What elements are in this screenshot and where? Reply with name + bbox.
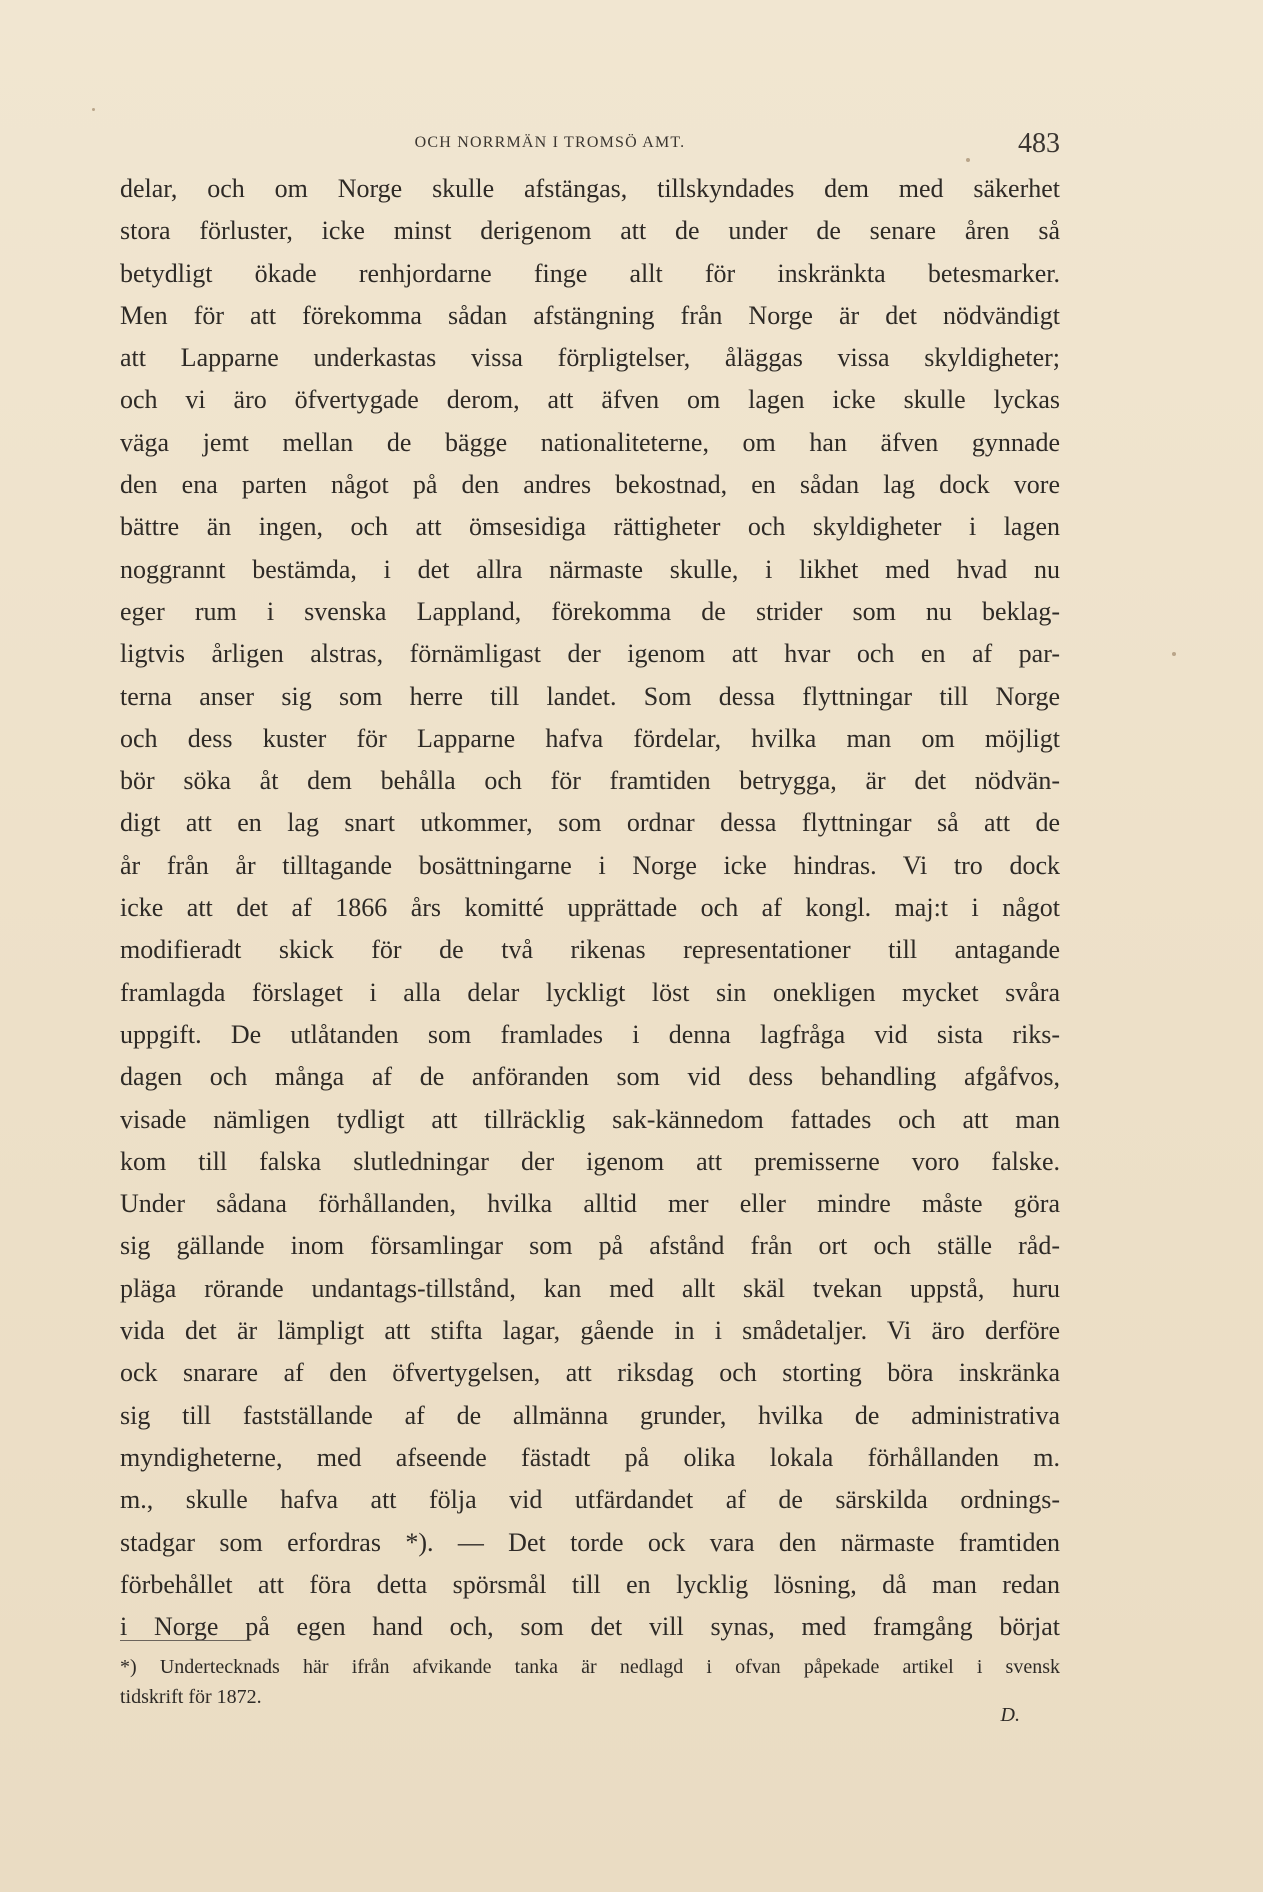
text-line: uppgift. De utlåtanden som framlades i denna lagfråga vid sista riks-	[120, 1019, 1060, 1049]
text-line: kom till falska slutledningar der igenom att premisserne voro falske.	[120, 1146, 1060, 1176]
footnote-divider	[120, 1640, 250, 1641]
text-line: framlagda förslaget i alla delar lyckligt löst sin onekligen mycket svåra	[120, 977, 1060, 1007]
paper-speck	[1172, 652, 1176, 656]
text-line: bör söka åt dem behålla och för framtiden betrygga, är det nödvän-	[120, 766, 1060, 796]
text-line: väga jemt mellan de bägge nationaliteterne, om han äfven gynnade	[120, 427, 1060, 457]
text-line: betydligt ökade renhjordarne finge allt för inskränkta betesmarker.	[120, 258, 1060, 288]
text-line: att Lapparne underkastas vissa förpligtelser, åläggas vissa skyldigheter;	[120, 343, 1060, 373]
text-line: och dess kuster för Lapparne hafva fördelar, hvilka man om möjligt	[120, 723, 1060, 753]
text-line: i Norge på egen hand och, som det vill synas, med framgång börjat	[120, 1612, 1060, 1642]
text-line: dagen och många af de anföranden som vid dess behandling afgåfvos,	[120, 1062, 1060, 1092]
text-line: pläga rörande undantags-tillstånd, kan med allt skäl tvekan uppstå, huru	[120, 1273, 1060, 1303]
text-line: delar, och om Norge skulle afstängas, tillskyndades dem med säkerhet	[120, 174, 1060, 203]
paper-speck	[966, 158, 970, 162]
footnote-signature: D.	[1000, 1704, 1020, 1726]
page-number: 483	[1018, 128, 1060, 159]
text-line: visade nämligen tydligt att tillräcklig sak-kännedom fattades och att man	[120, 1104, 1060, 1134]
paper-speck	[92, 108, 95, 111]
text-line: ligtvis årligen alstras, förnämligast der igenom att hvar och en af par-	[120, 639, 1060, 669]
text-line: noggrannt bestämda, i det allra närmaste skulle, i likhet med hvad nu	[120, 554, 1060, 584]
text-line: Men för att förekomma sådan afstängning från Norge är det nödvändigt	[120, 300, 1060, 330]
text-line: myndigheterne, med afseende fästadt på olika lokala förhållanden m.	[120, 1442, 1060, 1472]
text-line: sig till fastställande af de allmänna grunder, hvilka de administrativa	[120, 1400, 1060, 1430]
text-line: modifieradt skick för de två rikenas representationer till antagande	[120, 935, 1060, 965]
footnote	[120, 1652, 1060, 1726]
running-head	[120, 128, 1060, 162]
text-line: ock snarare af den öfvertygelsen, att riksdag och storting böra inskränka	[120, 1358, 1060, 1388]
footnote-line: *) Undertecknads här ifrån afvikande tanka är nedlagd i ofvan påpekade artikel i svensk	[120, 1656, 1060, 1678]
body-text	[120, 168, 1060, 1648]
text-line: Under sådana förhållanden, hvilka alltid mer eller mindre måste göra	[120, 1189, 1060, 1219]
text-line: stora förluster, icke minst derigenom att de under de senare åren så	[120, 216, 1060, 246]
text-line: eger rum i svenska Lappland, förekomma de strider som nu beklag-	[120, 596, 1060, 626]
text-line: m., skulle hafva att följa vid utfärdandet af de särskilda ordnings-	[120, 1485, 1060, 1515]
text-line: och vi äro öfvertygade derom, att äfven om lagen icke skulle lyckas	[120, 385, 1060, 415]
text-line: digt att en lag snart utkommer, som ordnar dessa flyttningar så att de	[120, 808, 1060, 838]
text-line: bättre än ingen, och att ömsesidiga rättigheter och skyldigheter i lagen	[120, 512, 1060, 542]
text-line: sig gällande inom församlingar som på afstånd från ort och ställe råd-	[120, 1231, 1060, 1261]
text-line: förbehållet att föra detta spörsmål till en lycklig lösning, då man redan	[120, 1569, 1060, 1599]
text-line: den ena parten något på den andres bekostnad, en sådan lag dock vore	[120, 470, 1060, 500]
footnote-line: tidskrift för 1872.	[120, 1686, 262, 1708]
text-line: vida det är lämpligt att stifta lagar, gående in i smådetaljer. Vi äro derföre	[120, 1316, 1060, 1346]
text-line: stadgar som erfordras *). — Det torde ock vara den närmaste framtiden	[120, 1527, 1060, 1557]
text-line: terna anser sig som herre till landet. Som dessa flyttningar till Norge	[120, 681, 1060, 711]
text-line: år från år tilltagande bosättningarne i Norge icke hindras. Vi tro dock	[120, 850, 1060, 880]
text-line: icke att det af 1866 års komitté upprättade och af kongl. maj:t i något	[120, 893, 1060, 923]
running-title: OCH NORRMÄN I TROMSÖ AMT.	[414, 134, 686, 151]
